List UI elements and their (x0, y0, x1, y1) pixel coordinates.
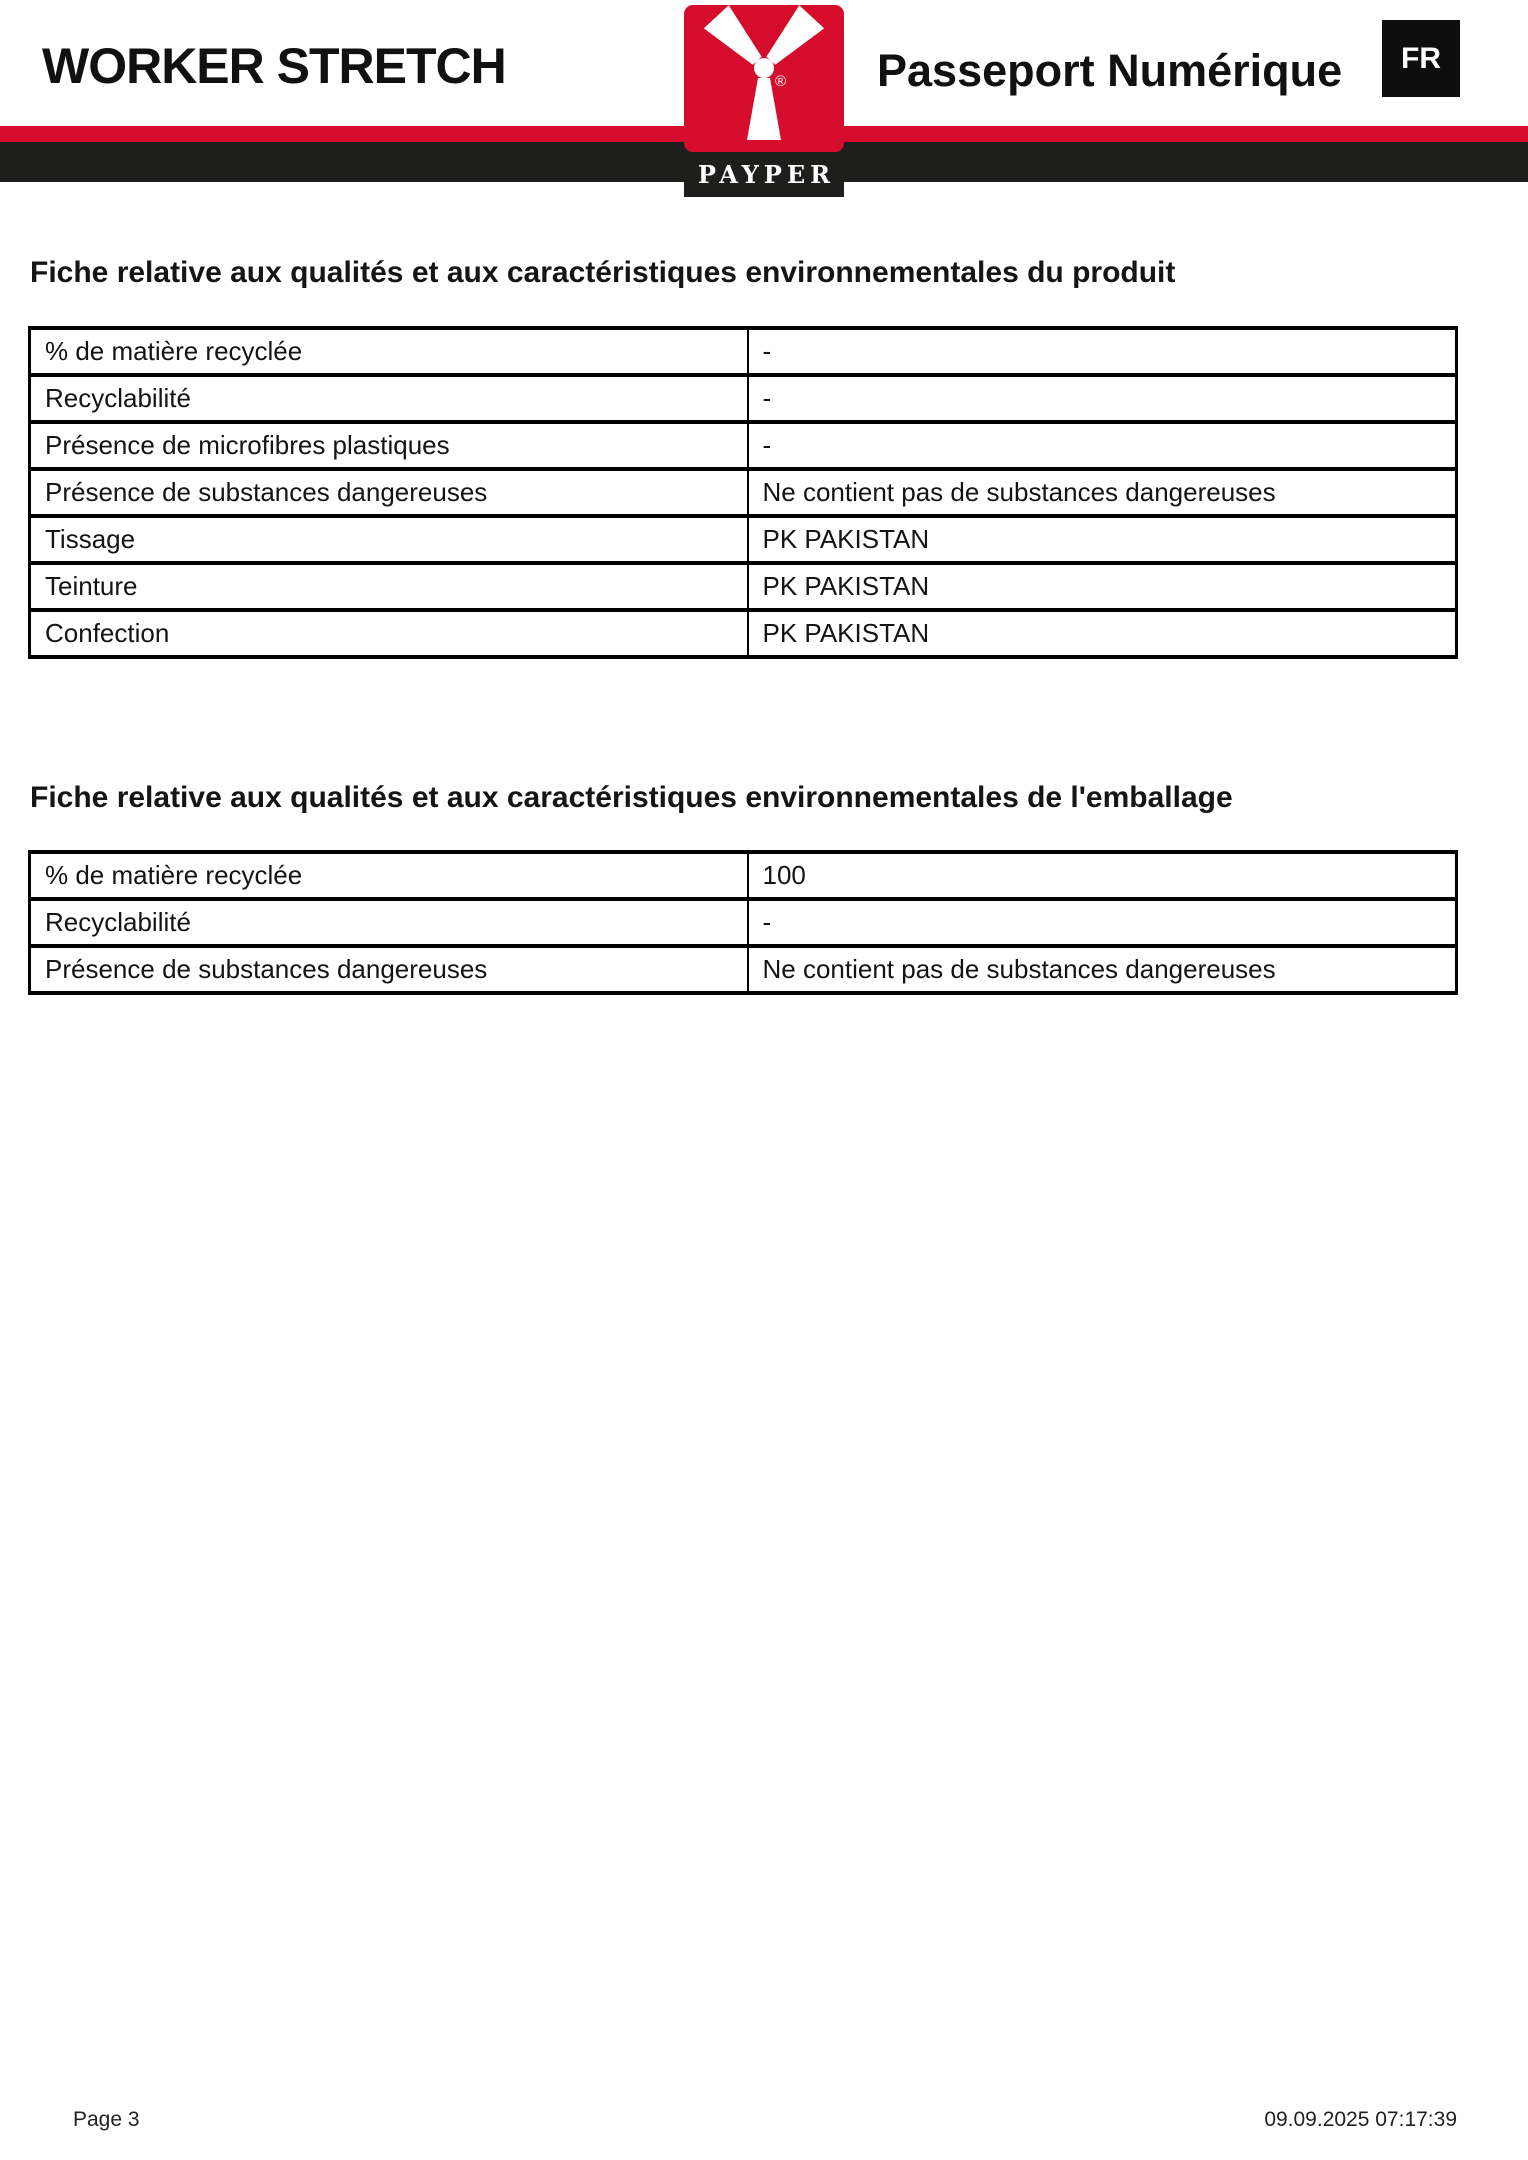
row-label: Recyclabilité (30, 375, 748, 422)
table-row (30, 328, 1457, 375)
row-label: Confection (30, 610, 748, 657)
svg-text:®: ® (775, 73, 787, 90)
language-badge-label: FR (1401, 41, 1441, 75)
table-row (30, 852, 1457, 899)
page-title: Passeport Numérique (877, 45, 1343, 96)
row-value: PK PAKISTAN (748, 563, 1457, 610)
table-row (30, 422, 1457, 469)
row-value: - (748, 899, 1457, 946)
payper-logo-mark (684, 5, 844, 152)
row-label: Recyclabilité (30, 899, 748, 946)
section-title-product: Fiche relative aux qualités et aux caractéristiques environnementales du produit (30, 256, 1176, 289)
table-row (30, 563, 1457, 610)
row-value: 100 (748, 852, 1457, 899)
row-value: PK PAKISTAN (748, 516, 1457, 563)
row-label: % de matière recyclée (30, 852, 748, 899)
row-label: Présence de substances dangereuses (30, 946, 748, 993)
section-title-packaging: Fiche relative aux qualités et aux caractéristiques environnementales de l'emballage (30, 781, 1233, 814)
table-row (30, 610, 1457, 657)
row-value: Ne contient pas de substances dangereuses (748, 469, 1457, 516)
generation-timestamp: 09.09.2025 07:17:39 (1264, 2108, 1457, 2131)
propeller-icon (684, 5, 844, 152)
table-row (30, 375, 1457, 422)
row-label: Présence de microfibres plastiques (30, 422, 748, 469)
row-value: - (748, 328, 1457, 375)
table-row (30, 516, 1457, 563)
row-value: - (748, 422, 1457, 469)
row-label: Tissage (30, 516, 748, 563)
payper-logo-text: PAYPER (697, 160, 836, 189)
product-name: WORKER STRETCH (42, 38, 506, 94)
table-row (30, 899, 1457, 946)
product-env-table (28, 326, 1458, 659)
row-value: PK PAKISTAN (748, 610, 1457, 657)
payper-logo-band (684, 152, 844, 197)
row-label: % de matière recyclée (30, 328, 748, 375)
row-value: - (748, 375, 1457, 422)
page-number: Page 3 (73, 2108, 140, 2131)
table-row (30, 946, 1457, 993)
packaging-env-table (28, 850, 1458, 995)
language-badge (1382, 20, 1460, 97)
row-value: Ne contient pas de substances dangereuses (748, 946, 1457, 993)
payper-logo (684, 5, 844, 197)
row-label: Teinture (30, 563, 748, 610)
table-row (30, 469, 1457, 516)
row-label: Présence de substances dangereuses (30, 469, 748, 516)
